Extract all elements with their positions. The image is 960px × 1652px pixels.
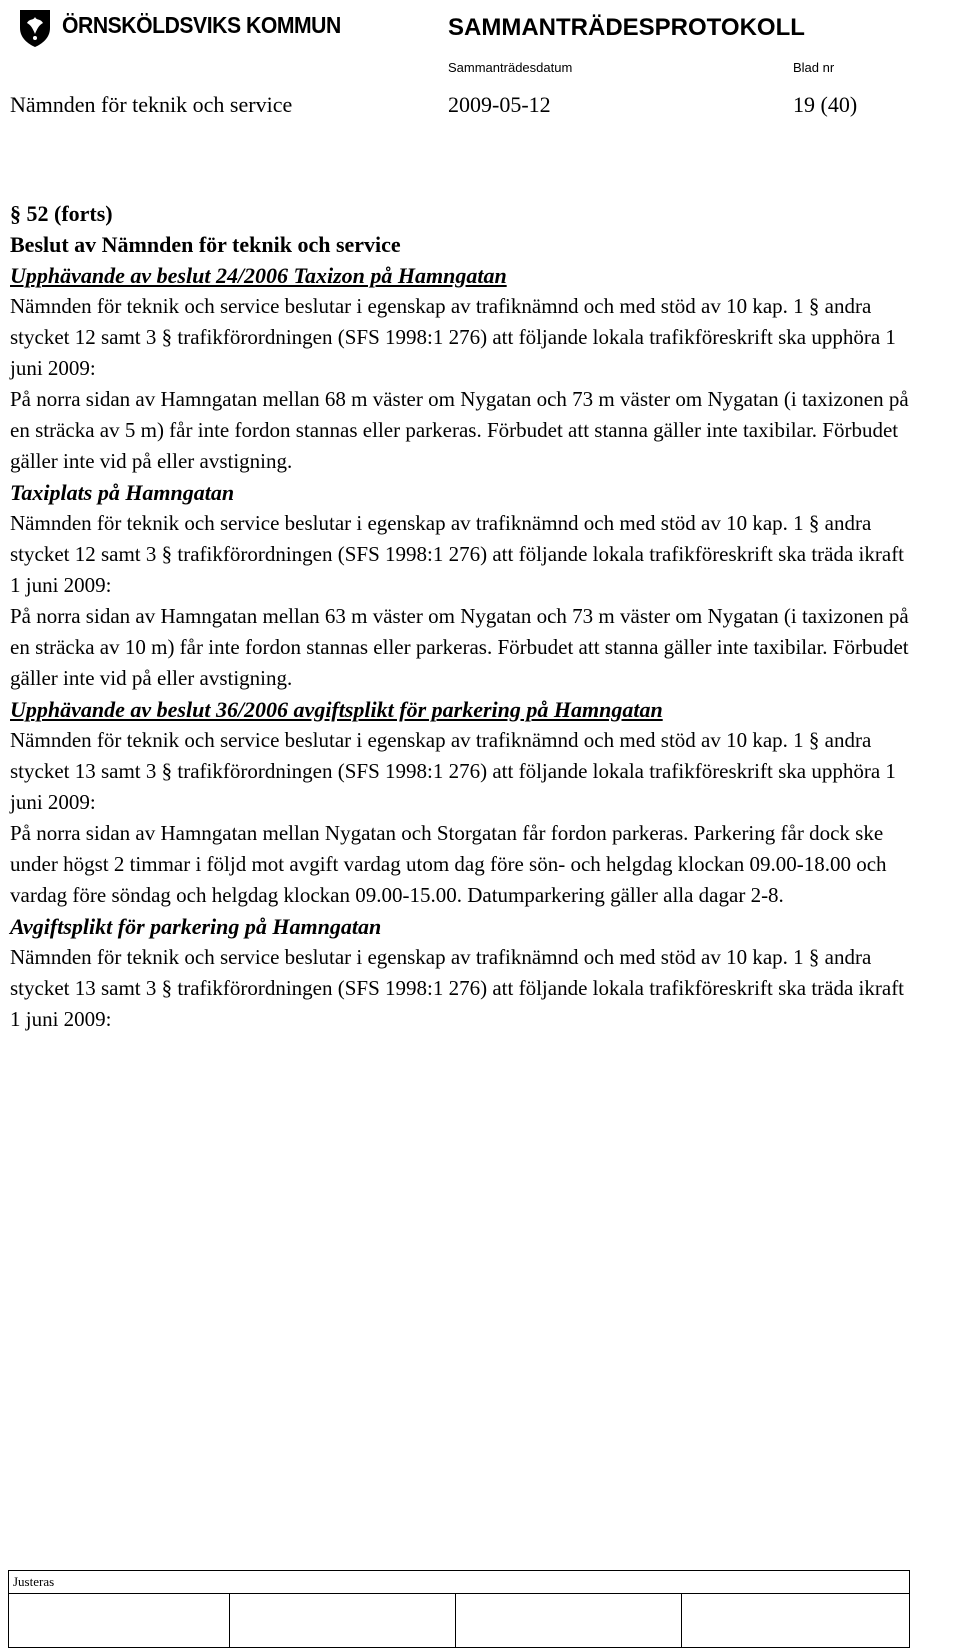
sheet-number: 19 (40) [793,92,858,117]
table-divider [9,1593,909,1594]
decision-heading: Beslut av Nämnden för teknik och service [10,232,401,257]
meeting-date: 2009-05-12 [448,92,551,117]
decision-intro: Nämnden för teknik och service beslutar i egenskap av trafiknämnd och med stöd av 10 kap. 1 § andra stycket 13 samt 3 § trafikförordningen (SFS 1998:1 276) att följande lokala trafikföreskrift ska upphöra 1 juni 2009: [10,728,896,814]
municipal-coat-of-arms-icon [18,8,52,48]
municipality-name: ÖRNSKÖLDSVIKS KOMMUN [62,12,341,38]
signature-table [8,1570,910,1648]
signature-label: Justeras [13,1574,55,1589]
decision-intro: Nämnden för teknik och service beslutar i egenskap av trafiknämnd och med stöd av 10 kap. 1 § andra stycket 13 samt 3 § trafikförordningen (SFS 1998:1 276) att följande lokala trafikföreskrift ska träda ikraft 1 juni 2009: [10,945,905,1031]
decision-rule: På norra sidan av Hamngatan mellan Nygatan och Storgatan får fordon parkeras. Parkering får dock ske under högst 2 timmar i följd mot avgift vardag utom dag före sön- och helgdag klockan 09.00-18.00 och vardag före söndag och helgdag klockan 09.00-15.00. Datumparkering gäller alla dagar 2-8. [10,821,887,907]
committee-name: Nämnden för teknik och service [10,92,293,117]
decision-title: Taxiplats på Hamngatan [10,480,235,505]
decision-intro: Nämnden för teknik och service beslutar i egenskap av trafiknämnd och med stöd av 10 kap. 1 § andra stycket 12 samt 3 § trafikförordningen (SFS 1998:1 276) att följande lokala trafikföreskrift ska träda ikraft 1 juni 2009: [10,511,905,597]
sheet-number-label: Blad nr [793,60,835,75]
signature-cell-divider [229,1593,230,1647]
decision-block [10,911,915,1035]
date-label: Sammanträdesdatum [448,60,573,75]
signature-cell-divider [455,1593,456,1647]
decision-title: Avgiftsplikt för parkering på Hamngatan [10,914,382,939]
decision-block [10,477,915,694]
protocol-content [10,198,915,1035]
decision-block [10,260,915,477]
decision-rule: På norra sidan av Hamngatan mellan 68 m väster om Nygatan och 73 m väster om Nygatan (i taxizonen på en sträcka av 5 m) får inte fordon stannas eller parkeras. Förbudet att stanna gäller inte taxibilar. Förbudet gäller inte vid på eller avstigning. [10,387,909,473]
decision-title: Upphävande av beslut 24/2006 Taxizon på Hamngatan [10,263,507,288]
document-title: SAMMANTRÄDESPROTOKOLL [448,14,805,41]
decision-intro: Nämnden för teknik och service beslutar i egenskap av trafiknämnd och med stöd av 10 kap. 1 § andra stycket 12 samt 3 § trafikförordningen (SFS 1998:1 276) att följande lokala trafikföreskrift ska upphöra 1 juni 2009: [10,294,896,380]
section-number: § 52 (forts) [10,201,113,226]
decision-title: Upphävande av beslut 36/2006 avgiftsplikt för parkering på Hamngatan [10,697,663,722]
signature-cell-divider [681,1593,682,1647]
decision-rule: På norra sidan av Hamngatan mellan 63 m väster om Nygatan och 73 m väster om Nygatan (i taxizonen på en sträcka av 10 m) får inte fordon stannas eller parkeras. Förbudet att stanna gäller inte taxibilar. Förbudet gäller inte vid på eller avstigning. [10,604,909,690]
decision-block [10,694,915,911]
